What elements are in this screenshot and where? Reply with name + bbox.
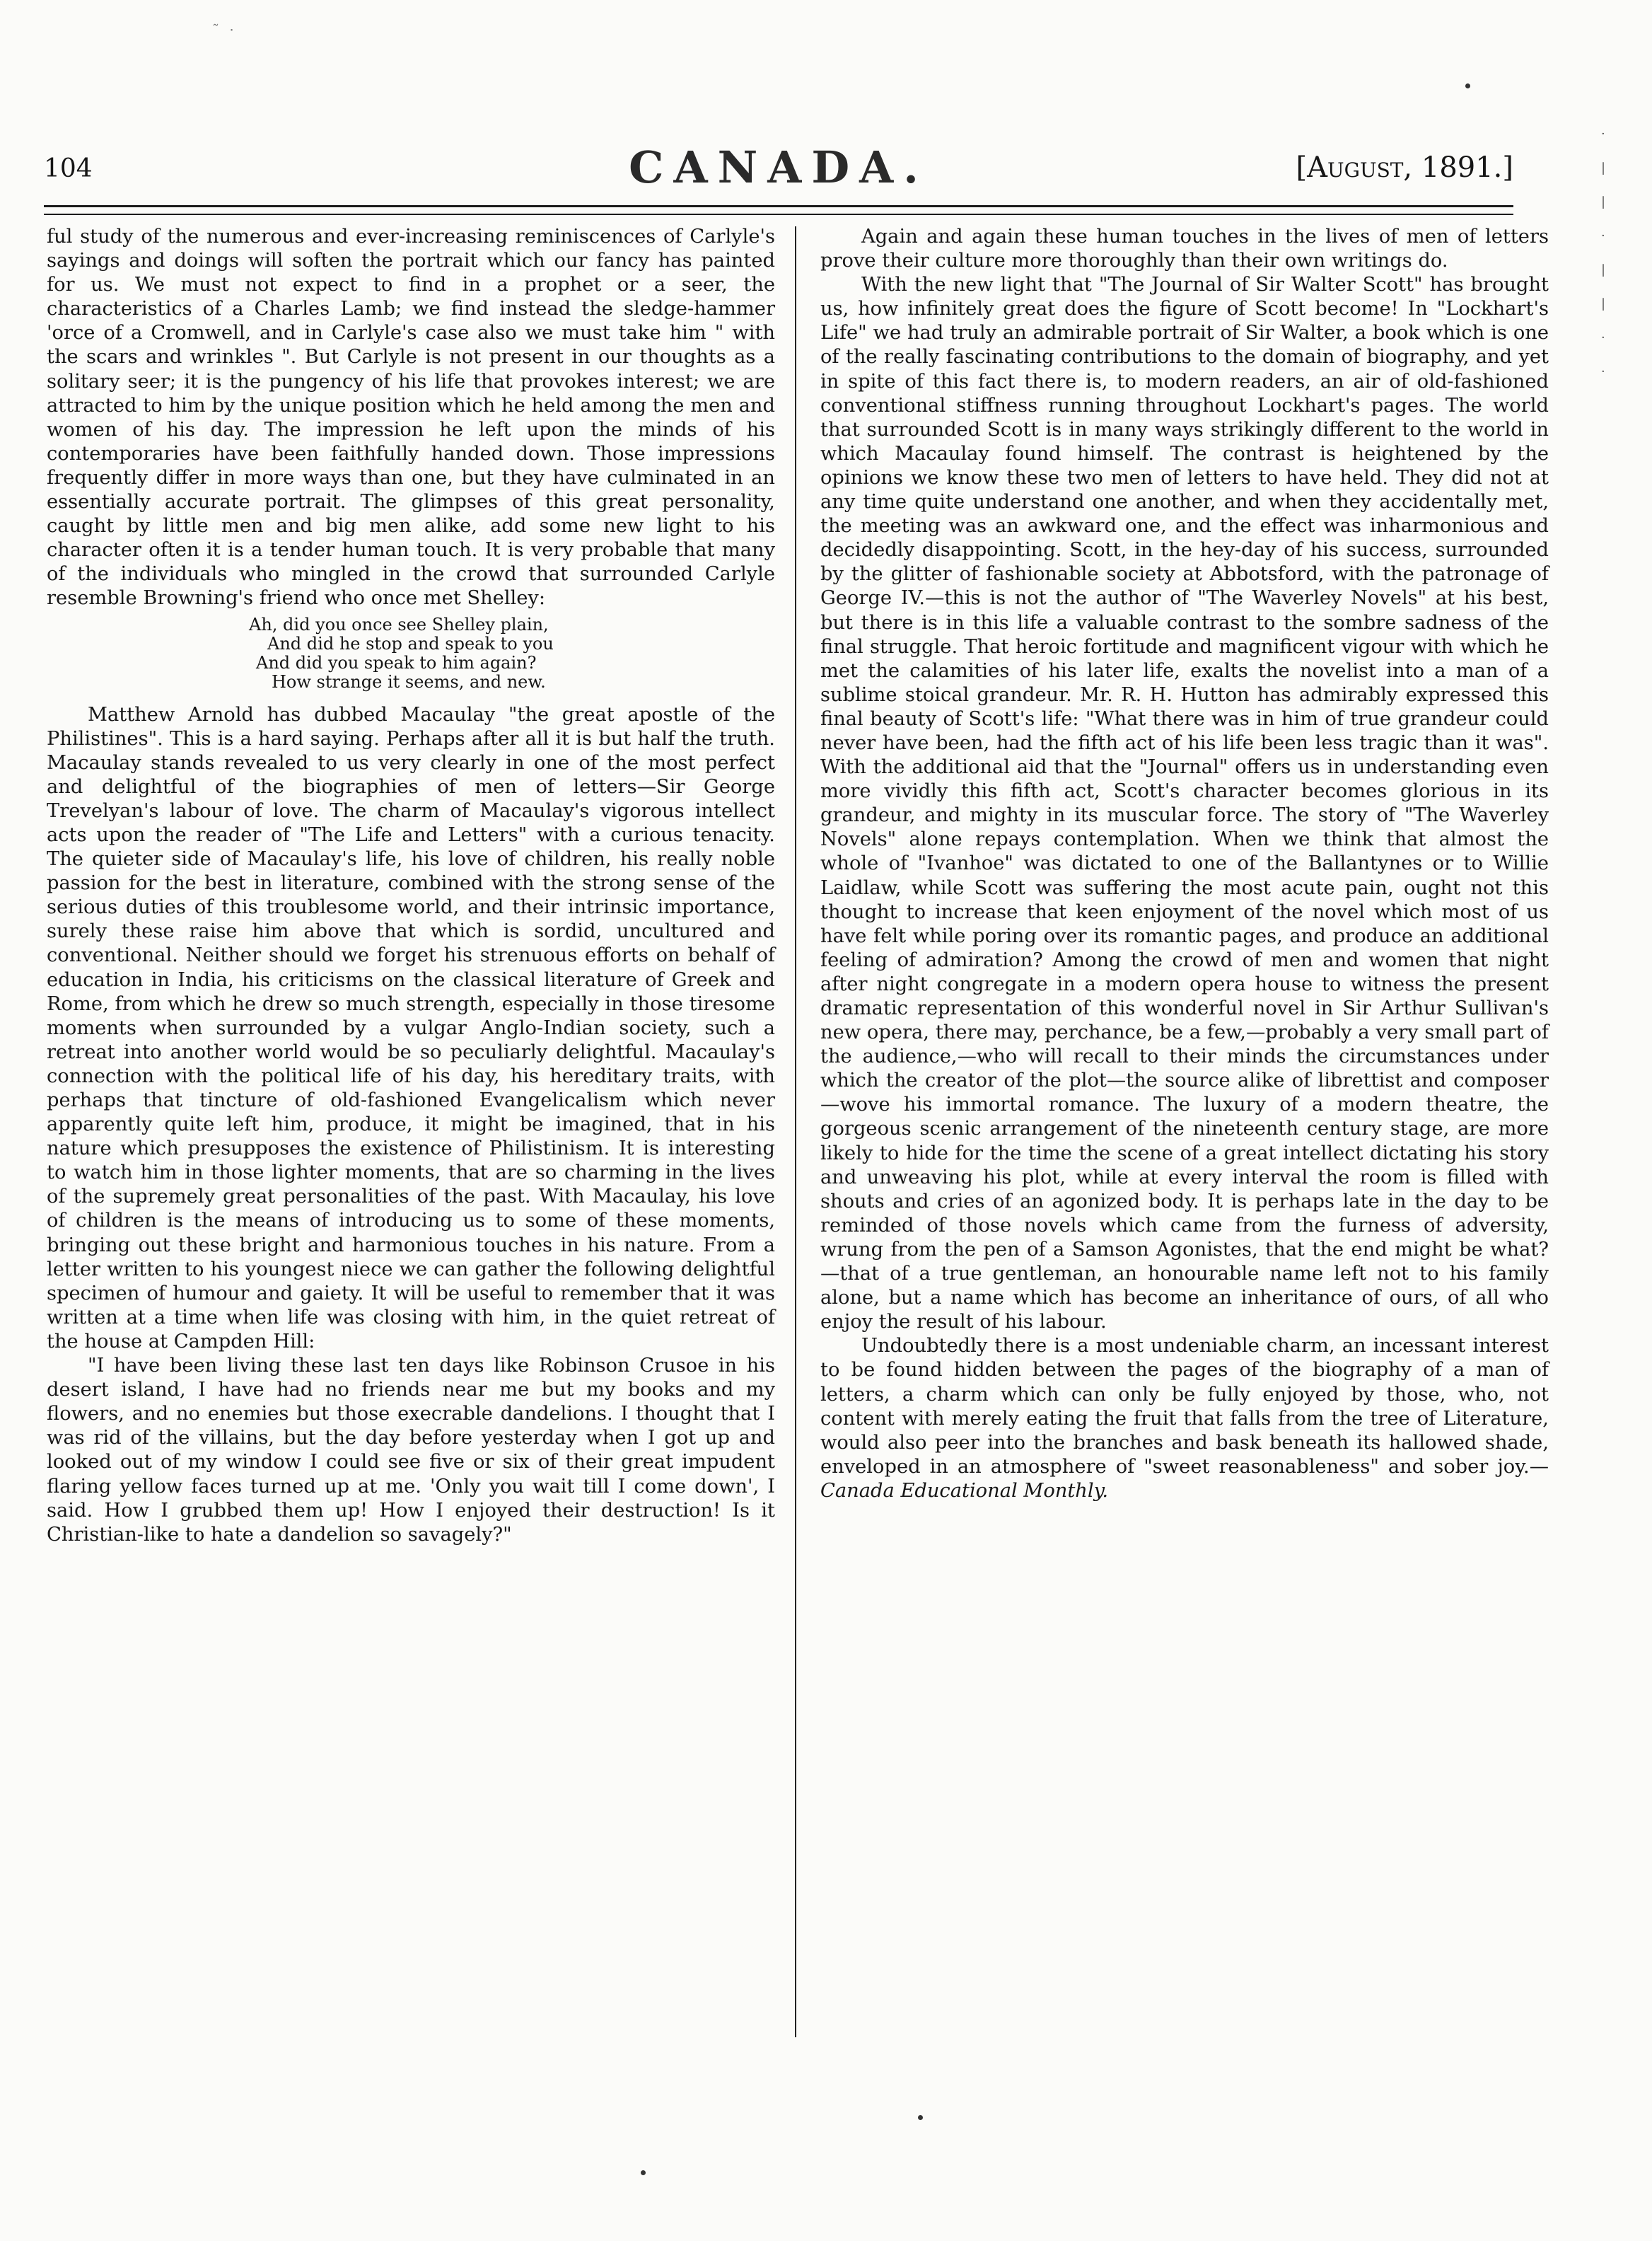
column-divider <box>795 226 796 2037</box>
left-column <box>47 225 775 1547</box>
page-header <box>44 141 1513 191</box>
verse-line: How strange it seems, and new. <box>272 671 546 692</box>
speck <box>641 2170 646 2175</box>
masthead-title: CANADA. <box>629 141 929 193</box>
header-rule-thin <box>44 214 1513 215</box>
scan-mark: ˜ · <box>212 21 237 38</box>
verse-line: Ah, did you once see Shelley plain, <box>249 614 549 635</box>
speck <box>918 2115 923 2120</box>
paragraph: Again and again these human touches in the lives of men of letters prove their culture more thoroughly than their own writings do. <box>820 226 1549 272</box>
issue-month: August, <box>1307 151 1413 184</box>
paragraph: ful study of the numerous and ever-increasing reminiscences of Carlyle's sayings and doings will soften the portrait which our fancy has painted for us. We must not expect to find in a prophet or a seer, the characteristics of a Charles Lamb; we find instead the sledge-hammer 'orce of a Cromwell, and in Carlyle's case also we must take him " with the scars and wrinkles ". But Carlyle is not present in our thoughts as a solitary seer; it is the pungency of his life that provokes interest; we are attracted to him by the unique position which he held among the men and women of his day. The impression he left upon the minds of his contemporaries have been faithfully handed down. Those impressions frequently differ in more ways than one, but they have culminated in an essentially accurate portrait. The glimpses of this great personality, caught by little men and big men alike, add some new light to his character often it is a tender human touch. It is very probable that many of the individuals who mingled in the crowd that surrounded Carlyle resemble Browning's friend who once met Shelley: <box>47 226 775 610</box>
right-column <box>820 225 1549 1503</box>
issue-year: 1891.] <box>1421 151 1513 184</box>
margin-marks: · | | · | | · · <box>1601 127 1606 379</box>
source-credit: Canada Educational Monthly. <box>820 1479 1109 1502</box>
page-number: 104 <box>44 154 93 183</box>
poem-quote <box>47 615 775 692</box>
bracket: [ <box>1296 151 1308 184</box>
speck <box>1465 83 1470 88</box>
issue-date <box>1296 151 1513 184</box>
header-rule <box>44 205 1513 207</box>
verse-line: And did you speak to him again? <box>256 652 537 673</box>
letter-quote: "I have been living these last ten days like Robinson Crusoe in his desert island, I have had no friends near me but my books and my flowers, and no enemies but those execrable dandelions. I thought that I was rid of the villains, but the day before yesterday when I got up and looked out of my window I could see five or six of their great impudent flaring yellow faces turned up at me. 'Only you wait till I come down', I said. How I grubbed them up! How I enjoyed their destruction! Is it Christian-like to hate a dandelion so savagely?" <box>47 1355 775 1546</box>
verse-line: And did he stop and speak to you <box>267 633 554 654</box>
paragraph: Matthew Arnold has dubbed Macaulay "the great apostle of the Philistines". This is a hard saying. Perhaps after all it is but half the truth. Macaulay stands revealed to us very clearly in one of the most perfect and delightful of the biographies of men of letters—Sir George Trevelyan's labour of love. The charm of Macaulay's vigorous intellect acts upon the reader of "The Life and Letters" with a curious tenacity. The quieter side of Macaulay's life, his love of children, his really noble passion for the best in literature, combined with the strong sense of the serious duties of this troublesome world, and their intrinsic importance, surely these raise him above that which is sordid, uncultured and conventional. Neither should we forget his strenuous efforts on behalf of education in India, his criticisms on the classical literature of Greek and Rome, from which he drew so much strength, especially in those tiresome moments when surrounded by a vulgar Anglo-Indian society, such a retreat into another world would be so peculiarly delightful. Macaulay's connection with the political life of his day, his hereditary traits, with perhaps that tincture of old-fashioned Evangelicalism which never apparently quite left him, produce, it might be imagined, that in his nature which presupposes the existence of Philistinism. It is interesting to watch him in those lighter moments, that are so charming in the lives of the supremely great personalities of the past. With Macaulay, his love of children is the means of introducing us to some of these moments, bringing out these bright and harmonious touches in his nature. From a letter written to his youngest niece we can gather the following delightful specimen of humour and gaiety. It will be useful to remember that it was written at a time when life was closing with him, in the quiet retreat of the house at Campden Hill: <box>47 703 775 1353</box>
paragraph: With the new light that "The Journal of Sir Walter Scott" has brought us, how infinitely great does the figure of Scott become! In "Lockhart's Life" we had truly an admirable portrait of Sir Walter, a book which is one of the really fascinating contributions to the domain of biography, and yet in spite of this fact there is, to modern readers, an air of old-fashioned conventional stiffness running throughout Lockhart's pages. The world that surrounded Scott is in many ways strikingly different to the world in which Macaulay found himself. The contrast is heightened by the opinions we know these two men of letters to have held. They did not at any time quite understand one another, and when they accidentally met, the meeting was an awkward one, and the effect was inharmonious and decidedly disappointing. Scott, in the hey-day of his success, surrounded by the glitter of fashionable society at Abbotsford, with the patronage of George IV.—this is not the author of "The Waverley Novels" at his best, but there is in this life a valuable contrast to the sombre sadness of the final struggle. That heroic fortitude and magnificent vigour with which he met the calamities of his later life, exalts the novelist into a man of a sublime stoical grandeur. Mr. R. H. Hutton has admirably expressed this final beauty of Scott's life: "What there was in him of true grandeur could never have been, had the fifth act of his life been less tragic than it was". With the additional aid that the "Journal" offers us in understanding even more vividly this fifth act, Scott's character becomes glorious in its grandeur, and mighty in its muscular force. The story of "The Waverley Novels" alone repays contemplation. When we think that almost the whole of "Ivanhoe" was dictated to one of the Ballantynes or to Willie Laidlaw, while Scott was suffering the most acute pain, ought not this thought to increase that keen enjoyment of the novel which most of us have felt while poring over its romantic pages, and produce an additional feeling of admiration? Among the crowd of men and women that night after night congregate in a modern opera house to witness the present dramatic representation of this wonderful novel in Sir Arthur Sullivan's new opera, there may, perchance, be a few,—probably a very small part of the audience,—who will recall to their minds the circumstances under which the creator of the plot—the source alike of librettist and composer—wove his immortal romance. The luxury of a modern theatre, the gorgeous scenic arrangement of the nineteenth century stage, are more likely to hide for the time the scene of a great intellect dictating his story and unweaving his plot, while at every interval the room is filled with shouts and cries of an agonized body. It is perhaps late in the day to be reminded of those novels which came from the furness of adversity, wrung from the pen of a Samson Agonistes, that the end might be what?—that of a true gentleman, an honourable name left not to his family alone, but a name which has become an inheritance of ours, of all who enjoy the result of his labour. <box>820 274 1549 1333</box>
closing-paragraph <box>820 1334 1549 1503</box>
paragraph-text: Undoubtedly there is a most undeniable charm, an incessant interest to be found hidden between the pages of the biography of a man of letters, a charm which can only be fully enjoyed by those, who, not content with merely eating the fruit that falls from the tree of Literature, would also peer into the branches and bask beneath its hallowed shade, enveloped in an atmosphere of "sweet reasonableness" and sober joy.— <box>820 1335 1549 1478</box>
